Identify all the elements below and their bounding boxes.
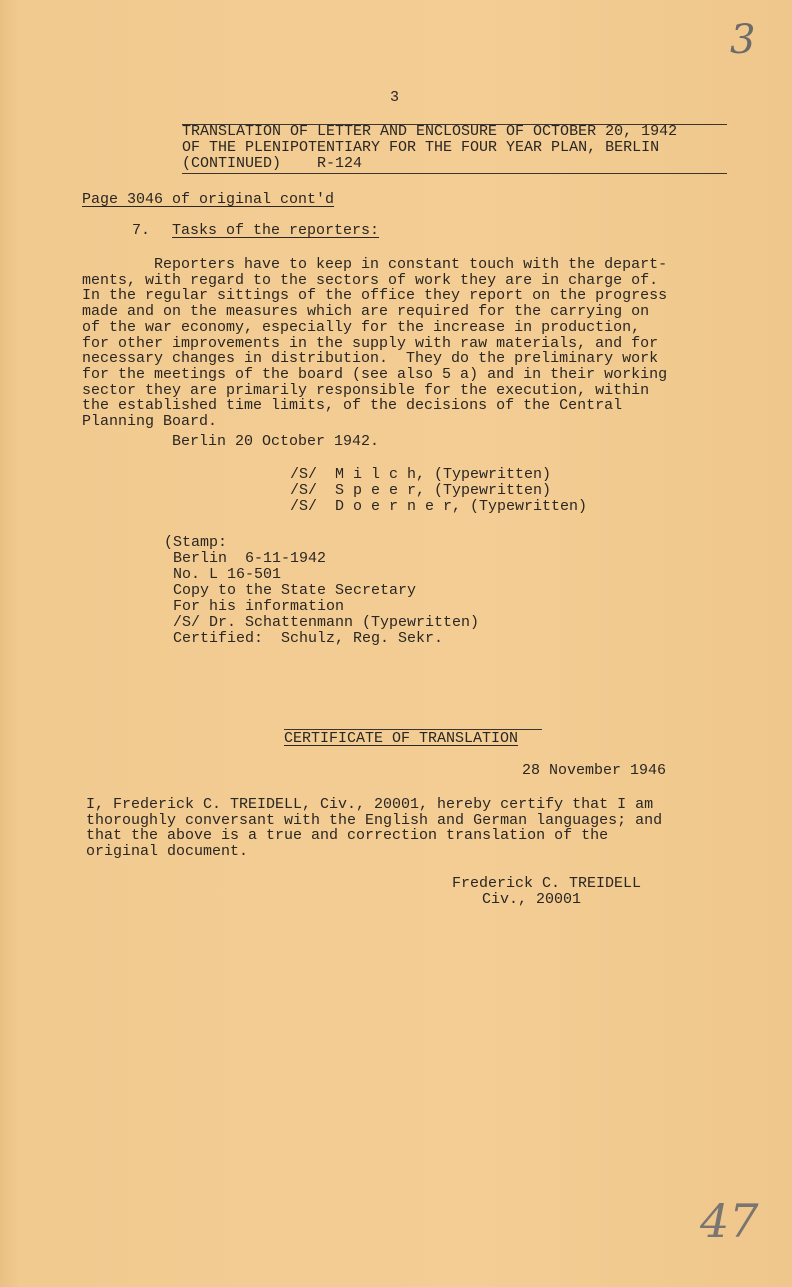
paragraph-line: made and on the measures which are required for the carrying on (82, 303, 650, 321)
signature-speer: /S/ S p e e r, (Typewritten) (290, 482, 552, 499)
signer-name: Frederick C. TREIDELL (452, 875, 642, 892)
signature-milch: /S/ M i l c h, (Typewritten) (290, 466, 552, 483)
header-line-1: TRANSLATION OF LETTER AND ENCLOSURE OF OCTOBER 20, 1942 (182, 123, 678, 140)
paragraph-line: In the regular sittings of the office they report on the progress (82, 287, 668, 305)
signer-id: Civ., 20001 (482, 891, 582, 908)
paragraph-line: of the war economy, especially for the increase in production, (82, 318, 641, 336)
paragraph-line: the established time limits, of the decisions of the Central (82, 397, 623, 415)
stamp-line: Copy to the State Secretary (164, 582, 417, 599)
paragraph-line: sector they are primarily responsible for the execution, within (82, 381, 650, 399)
paragraph-line: for other improvements in the supply with raw materials, and for (82, 334, 659, 352)
certificate-line: thoroughly conversant with the English and German languages; and (86, 811, 663, 829)
stamp-line: No. L 16-501 (164, 566, 282, 583)
header-line-3: (CONTINUED) R-124 (182, 155, 363, 172)
stamp-line: Berlin 6-11-1942 (164, 550, 327, 567)
stamp-line: Certified: Schulz, Reg. Sekr. (164, 630, 444, 647)
section-number: 7. (132, 222, 151, 239)
certificate-line: I, Frederick C. TREIDELL, Civ., 20001, hereby certify that I am (86, 796, 654, 813)
header-bottom-rule (182, 173, 727, 174)
page-number: 3 (390, 89, 400, 106)
certificate-line: that the above is a true and correction translation of the (86, 827, 609, 845)
paragraph-line: Reporters have to keep in constant touch with the depart- (82, 256, 668, 273)
signature-doerner: /S/ D o e r n e r, (Typewritten) (290, 498, 588, 515)
section-title: Tasks of the reporters: (172, 222, 380, 239)
paragraph-line: ments, with regard to the sectors of work they are in charge of. (82, 271, 659, 289)
corner-page-number: 3 (730, 17, 756, 63)
stamp-line: (Stamp: (164, 534, 228, 551)
certificate-line: original document. (86, 842, 249, 860)
certificate-date: 28 November 1946 (522, 762, 667, 779)
paragraph-line: necessary changes in distribution. They do the preliminary work (82, 350, 659, 368)
handwritten-folio-number: 47 (700, 1194, 759, 1248)
certificate-title: CERTIFICATE OF TRANSLATION (284, 730, 519, 747)
stamp-line: /S/ Dr. Schattenmann (Typewritten) (164, 614, 480, 631)
paragraph-line: for the meetings of the board (see also 5 a) and in their working (82, 365, 668, 383)
page-reference: Page 3046 of original cont'd (82, 191, 335, 208)
header-line-2: OF THE PLENIPOTENTIARY FOR THE FOUR YEAR PLAN, BERLIN (182, 139, 660, 156)
stamp-line: For his information (164, 598, 345, 615)
paragraph-line: Planning Board. (82, 413, 218, 430)
date-line: Berlin 20 October 1942. (172, 433, 380, 450)
